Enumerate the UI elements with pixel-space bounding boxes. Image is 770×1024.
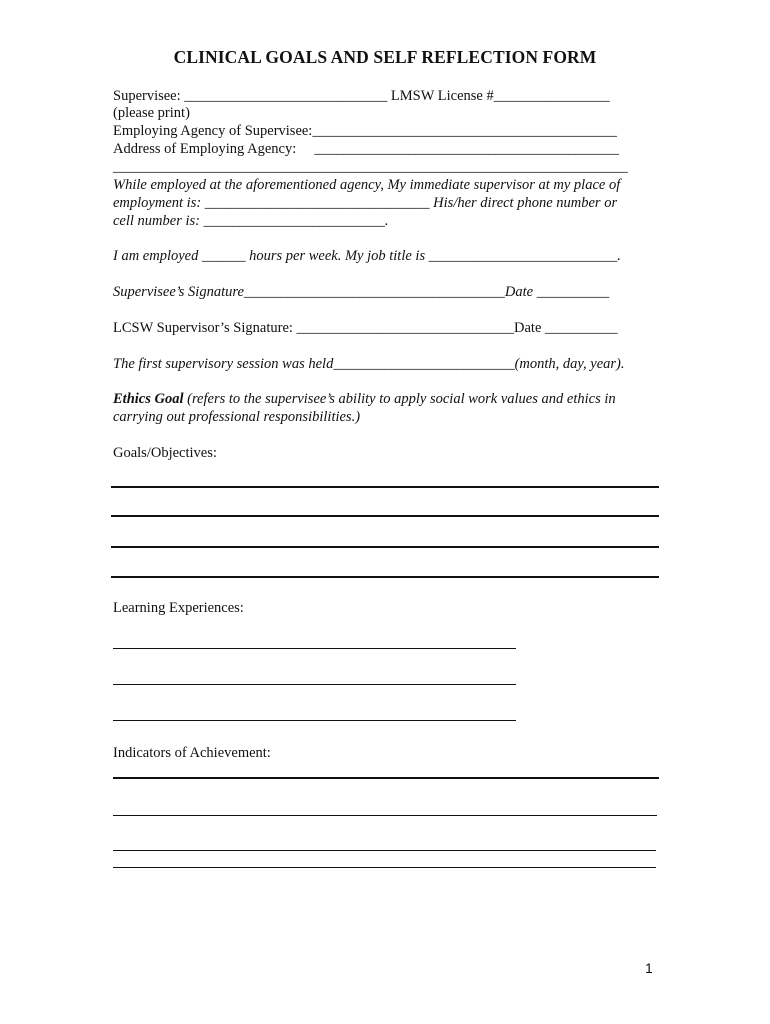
indicators-answer-line[interactable] (113, 850, 656, 851)
please-print-note: (please print) (113, 105, 190, 121)
supervisor-line-3: cell number is: _________________________. (113, 213, 389, 229)
ethics-goal-paragraph (113, 390, 616, 408)
indicators-achievement-label: Indicators of Achievement: (113, 745, 271, 761)
page-number: 1 (645, 960, 653, 976)
supervisor-line-2: employment is: _______________________________ His/her direct phone number or (113, 195, 618, 211)
goals-answer-line[interactable] (111, 486, 659, 488)
goals-answer-line[interactable] (111, 515, 659, 517)
address-blank-rule: _______________________________________________________________________ (113, 159, 628, 175)
goals-answer-line[interactable] (111, 576, 659, 578)
supervisee-line: Supervisee: ____________________________ LMSW License #________________ (113, 88, 610, 104)
employment-hours-line: I am employed ______ hours per week. My job title is __________________________. (113, 248, 621, 264)
learning-answer-line[interactable] (113, 720, 516, 721)
supervisor-line-1: While employed at the aforementioned agency, My immediate supervisor at my place of (113, 177, 621, 193)
supervisee-signature-line: Supervisee’s Signature____________________________________Date __________ (113, 284, 610, 300)
indicators-answer-line[interactable] (113, 815, 657, 816)
employing-agency-line: Employing Agency of Supervisee:__________________________________________ (113, 123, 617, 139)
first-session-line: The first supervisory session was held_________________________(month, day, year). (113, 356, 625, 372)
learning-experiences-label: Learning Experiences: (113, 600, 244, 616)
page-title: CLINICAL GOALS AND SELF REFLECTION FORM (173, 47, 597, 67)
indicators-answer-line[interactable] (113, 867, 656, 868)
goals-answer-line[interactable] (111, 546, 659, 548)
ethics-goal-description: (refers to the supervisee’s ability to apply social work values and ethics in (183, 391, 616, 407)
ethics-goal-label: Ethics Goal (113, 391, 184, 407)
agency-address-line: Address of Employing Agency: __________________________________________ (113, 141, 619, 157)
lcsw-signature-line: LCSW Supervisor’s Signature: ______________________________Date __________ (113, 320, 618, 336)
goals-objectives-label: Goals/Objectives: (113, 445, 217, 461)
learning-answer-line[interactable] (113, 648, 516, 649)
indicators-answer-line[interactable] (113, 777, 659, 779)
learning-answer-line[interactable] (113, 684, 516, 685)
ethics-goal-description-cont: carrying out professional responsibilities.) (113, 409, 361, 425)
